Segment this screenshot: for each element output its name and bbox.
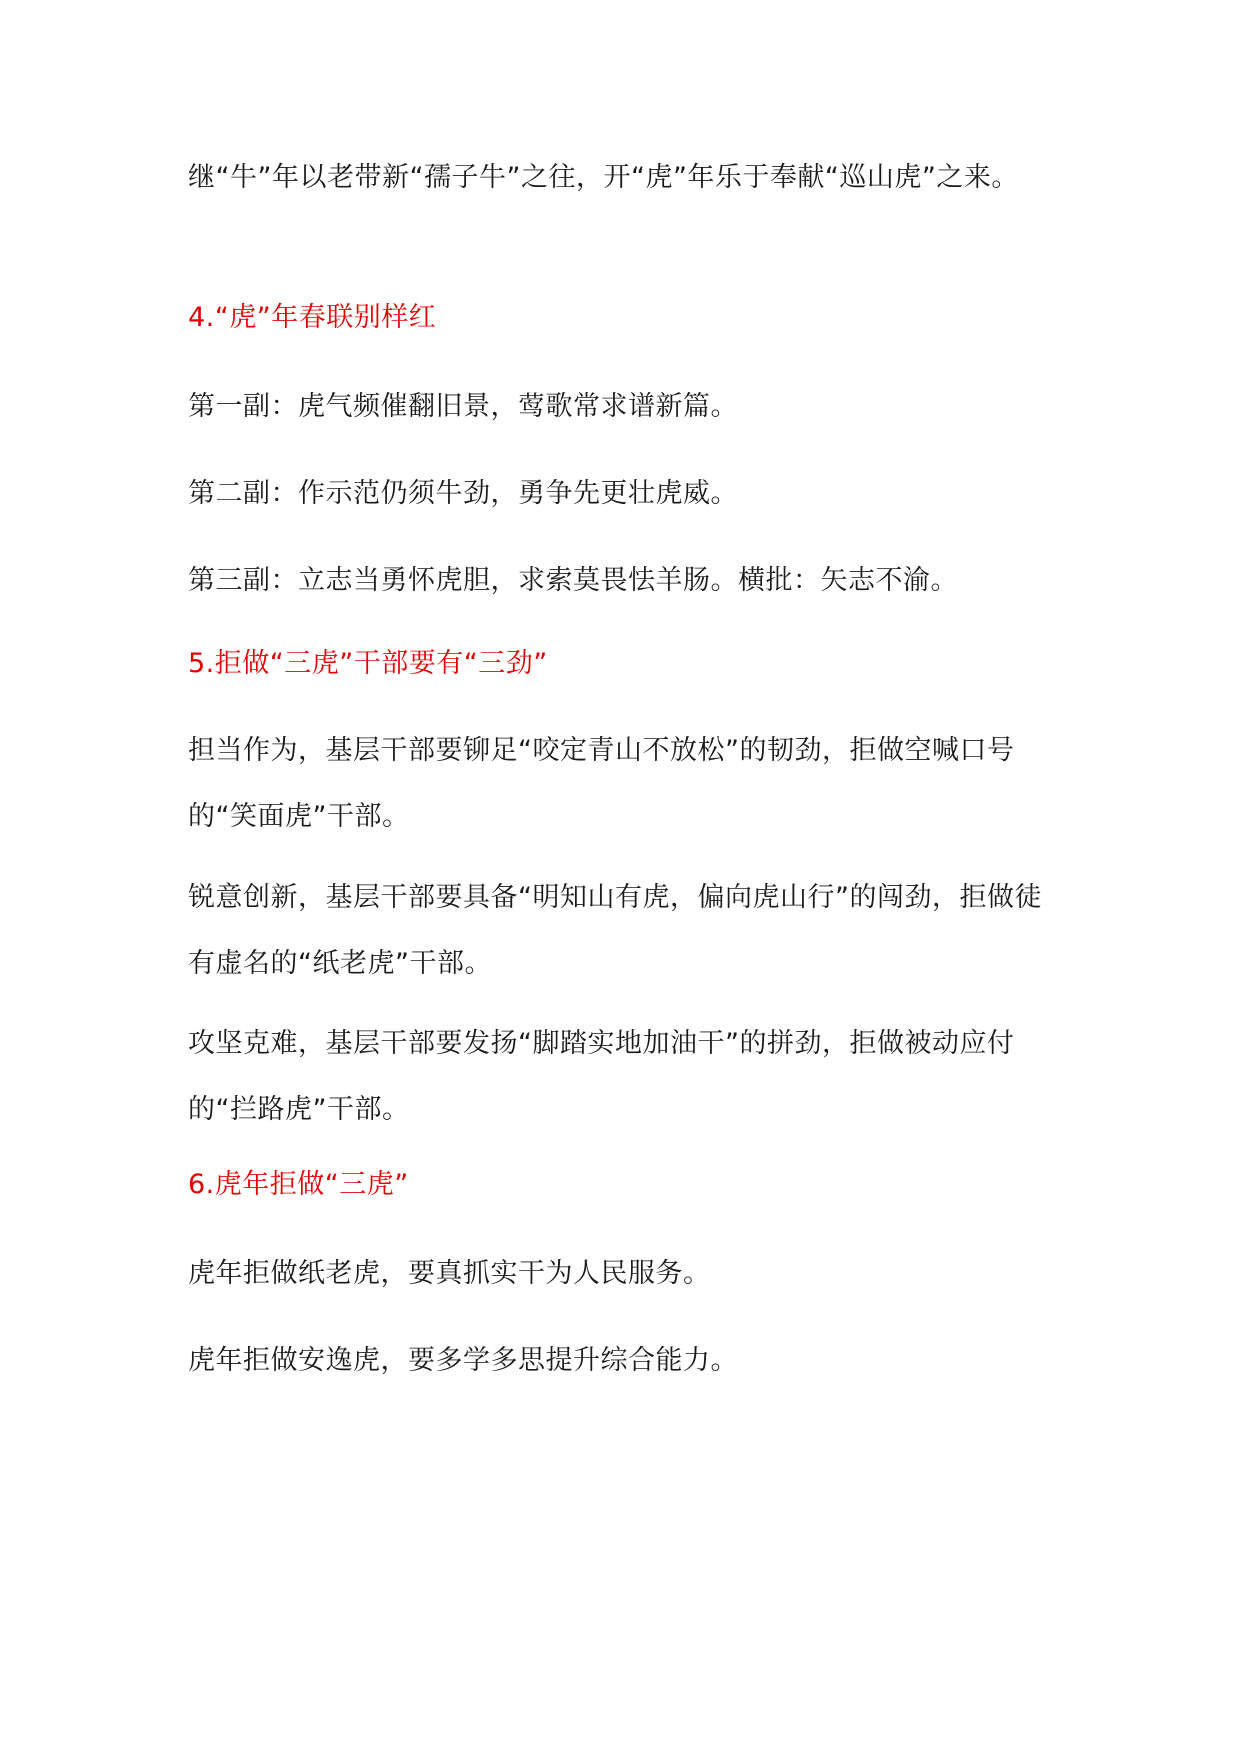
couplet-first: 第一副：虎气频催翻旧景，莺歌常求谱新篇。	[188, 391, 738, 422]
section-heading-6: 6.虎年拒做“三虎”	[188, 1169, 409, 1200]
couplet-second: 第二副：作示范仍须牛劲，勇争先更壮虎威。	[188, 478, 738, 509]
paragraph-continuation: 继“牛”年以老带新“孺子牛”之往，开“虎”年乐于奉献“巡山虎”之来。	[188, 162, 1019, 193]
paragraph-paper-tiger: 虎年拒做纸老虎，要真抓实干为人民服务。	[188, 1258, 711, 1289]
paragraph-responsibility: 担当作为，基层干部要铆足“咬定青山不放松”的韧劲，拒做空喊口号的“笑面虎”干部。	[188, 735, 1015, 832]
section-heading-4: 4.“虎”年春联别样红	[188, 302, 437, 333]
paragraph-overcoming: 攻坚克难，基层干部要发扬“脚踏实地加油干”的拼劲，拒做被动应付的“拦路虎”干部。	[188, 1028, 1015, 1125]
section-heading-5: 5.拒做“三虎”干部要有“三劲”	[188, 648, 548, 679]
couplet-third: 第三副：立志当勇怀虎胆，求索莫畏怯羊肠。横批：矢志不渝。	[188, 565, 958, 596]
paragraph-idle-tiger: 虎年拒做安逸虎，要多学多思提升综合能力。	[188, 1345, 738, 1376]
paragraph-innovation: 锐意创新，基层干部要具备“明知山有虎，偏向虎山行”的闯劲，拒做徒有虚名的“纸老虎”干部。	[188, 882, 1042, 979]
